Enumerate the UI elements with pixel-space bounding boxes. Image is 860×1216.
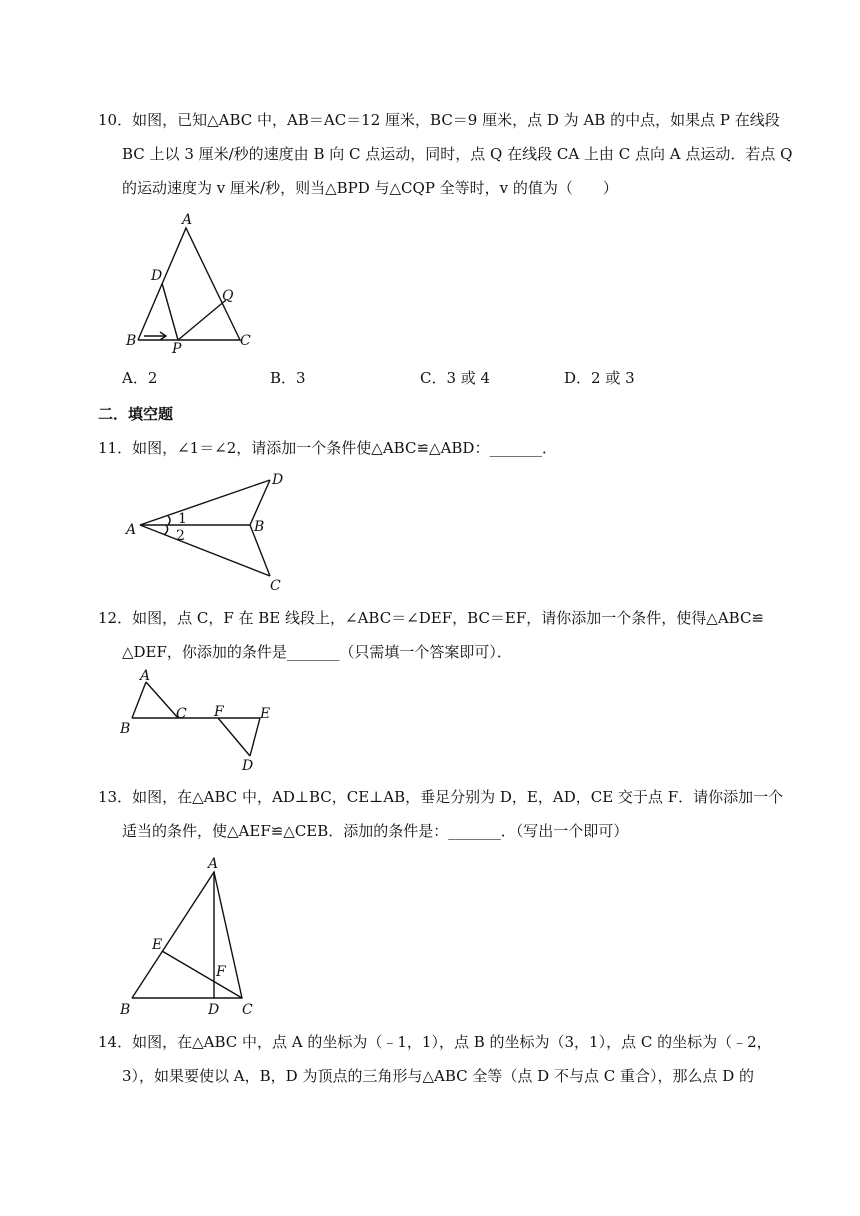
q10-line-2: BC 上以 3 厘米/秒的速度由 B 向 C 点运动，同时，点 Q 在线段 CA 上由 C 点向 A 点运动．若点 Q — [122, 145, 793, 163]
label-a: A — [182, 212, 193, 228]
q13-figure — [116, 852, 266, 1016]
q12-line-2: △DEF，你添加的条件是_______（只需填一个答案即可）． — [122, 643, 512, 661]
angle-arc-2 — [164, 525, 168, 535]
q14-line-1: 14．如图，在△ABC 中，点 A 的坐标为（﹣1，1），点 B 的坐标为（3，1），点 C 的坐标为（﹣2， — [98, 1033, 772, 1051]
label-e: E — [260, 706, 271, 722]
label-c: C — [242, 1002, 253, 1016]
q13-line-1: 13．如图，在△ABC 中，AD⊥BC，CE⊥AB，垂足分别为 D，E，AD，CE 交于点 F．请你添加一个 — [98, 788, 784, 806]
label-f: F — [214, 704, 224, 720]
label-c: C — [176, 706, 187, 722]
segment-pq — [178, 300, 226, 340]
label-angle-2: 2 — [176, 528, 185, 544]
label-d: D — [208, 1002, 220, 1016]
choice-d: D．2 或 3 — [564, 369, 635, 387]
label-d: D — [272, 472, 284, 488]
label-b: B — [254, 519, 265, 535]
label-e: E — [152, 937, 163, 953]
q10-line-1: 10．如图，已知△ABC 中，AB＝AC＝12 厘米，BC＝9 厘米，点 D 为 AB 的中点，如果点 P 在线段 — [98, 111, 780, 129]
q14-line-2: 3），如果要使以 A，B，D 为顶点的三角形与△ABC 全等（点 D 不与点 C 重合），那么点 D 的 — [122, 1067, 755, 1085]
angle-arc-1 — [168, 516, 170, 525]
label-a: A — [126, 522, 137, 538]
label-f: F — [216, 964, 226, 980]
label-q: Q — [222, 288, 234, 304]
label-b: B — [120, 1002, 131, 1016]
label-d: D — [242, 758, 254, 772]
label-a: A — [208, 856, 219, 872]
segment-de — [250, 718, 260, 756]
q13-line-2: 适当的条件，使△AEF≌△CEB．添加的条件是：_______．（写出一个即可） — [122, 822, 629, 840]
label-c: C — [240, 333, 251, 349]
label-p: P — [172, 341, 182, 357]
triangle-abc — [138, 228, 240, 340]
segment-ad — [140, 480, 270, 525]
segment-fd — [218, 718, 250, 756]
label-angle-1: 1 — [178, 511, 187, 527]
q11-line-1: 11．如图，∠1＝∠2，请添加一个条件使△ABC≌△ABD：_______． — [98, 439, 557, 457]
choice-c: C．3 或 4 — [420, 369, 491, 387]
segment-ce — [162, 951, 242, 998]
label-d: D — [151, 268, 163, 284]
q10-line-3: 的运动速度为 v 厘米/秒，则当△BPD 与△CQP 全等时，v 的值为（ ） — [122, 179, 618, 197]
choice-b: B．3 — [270, 369, 306, 387]
q12-line-1: 12．如图，点 C，F 在 BE 线段上，∠ABC＝∠DEF，BC＝EF，请你添加一个条件，使得△ABC≌ — [98, 609, 765, 627]
q12-figure — [118, 666, 278, 772]
label-b: B — [126, 333, 137, 349]
label-b: B — [120, 721, 131, 737]
segment-dp — [162, 283, 178, 340]
choice-a: A．2 — [122, 369, 158, 387]
q11-figure — [122, 468, 292, 590]
segment-ba — [132, 682, 146, 718]
q10-triangle-figure — [120, 212, 260, 357]
segment-ac — [140, 525, 270, 576]
label-c: C — [270, 578, 281, 590]
segment-ac — [146, 682, 178, 718]
section-header: 二．填空题 — [98, 405, 174, 423]
label-a: A — [140, 668, 151, 684]
